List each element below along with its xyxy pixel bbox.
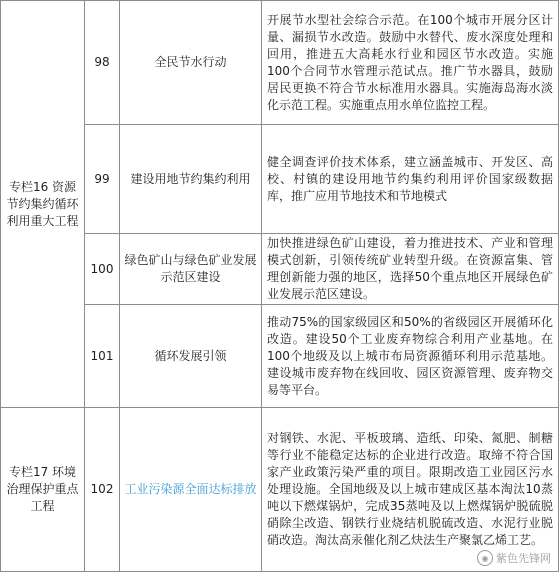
project-description: 健全调查评价技术体系，建立涵盖城市、开发区、高校、村镇的建设用地节约集约利用评价国家级数据库，推广应用节地技术和节地模式 bbox=[262, 125, 559, 234]
row-number: 100 bbox=[85, 234, 120, 305]
section-title: 专栏17 环境治理保护重点工程 bbox=[1, 408, 85, 572]
table-row bbox=[1, 234, 559, 305]
project-name: 工业污染源全面达标排放 bbox=[120, 408, 262, 572]
table-row bbox=[1, 408, 559, 572]
watermark-logo-icon: ◉ bbox=[477, 550, 493, 566]
section-title: 专栏16 资源节约集约循环利用重大工程 bbox=[1, 1, 85, 408]
watermark bbox=[477, 550, 551, 566]
row-number: 101 bbox=[85, 305, 120, 408]
watermark-text: 紫色先锋网 bbox=[496, 552, 551, 565]
project-name: 全民节水行动 bbox=[120, 1, 262, 125]
table-row bbox=[1, 1, 559, 125]
project-name: 建设用地节约集约利用 bbox=[120, 125, 262, 234]
project-name: 循环发展引领 bbox=[120, 305, 262, 408]
row-number: 98 bbox=[85, 1, 120, 125]
project-description: 推动75%的国家级园区和50%的省级园区开展循环化改造。建设50个工业废弃物综合利用产业基地。在100个地级及以上城市布局资源循环利用示范基地。建设城市废弃物在线回收、园区资源管理、废弃物交易等平台。 bbox=[262, 305, 559, 408]
table-row bbox=[1, 305, 559, 408]
project-name: 绿色矿山与绿色矿业发展示范区建设 bbox=[120, 234, 262, 305]
row-number: 99 bbox=[85, 125, 120, 234]
project-description: 对钢铁、水泥、平板玻璃、造纸、印染、氮肥、制糖等行业不能稳定达标的企业进行改造。取缔不符合国家产业政策污染严重的项目。限期改造工业园区污水处理设施。全国地级及以上城市建成区基本淘汰10蒸吨以下燃煤锅炉，完成35蒸吨及以上燃煤锅炉脱硫脱硝除尘改造、钢铁行业烧结机脱硫改造、水泥行业脱硝改造。淘汰高汞催化剂乙炔法生产聚氯乙烯工艺。 bbox=[262, 408, 559, 572]
table-row bbox=[1, 125, 559, 234]
project-description: 开展节水型社会综合示范。在100个城市开展分区计量、漏损节水改造。鼓励中水替代、废水深度处理和回用，推进五大高耗水行业和园区节水改造。实施100个合同节水管理示范试点。推广节水器具，鼓励居民更换不符合节水标准用水器具。实施海岛海水淡化示范工程。实施重点用水单位监控工程。 bbox=[262, 1, 559, 125]
row-number: 102 bbox=[85, 408, 120, 572]
project-description: 加快推进绿色矿山建设，着力推进技术、产业和管理模式创新，引领传统矿业转型升级。在资源富集、管理创新能力强的地区，选择50个重点地区开展绿色矿业发展示范区建设。 bbox=[262, 234, 559, 305]
